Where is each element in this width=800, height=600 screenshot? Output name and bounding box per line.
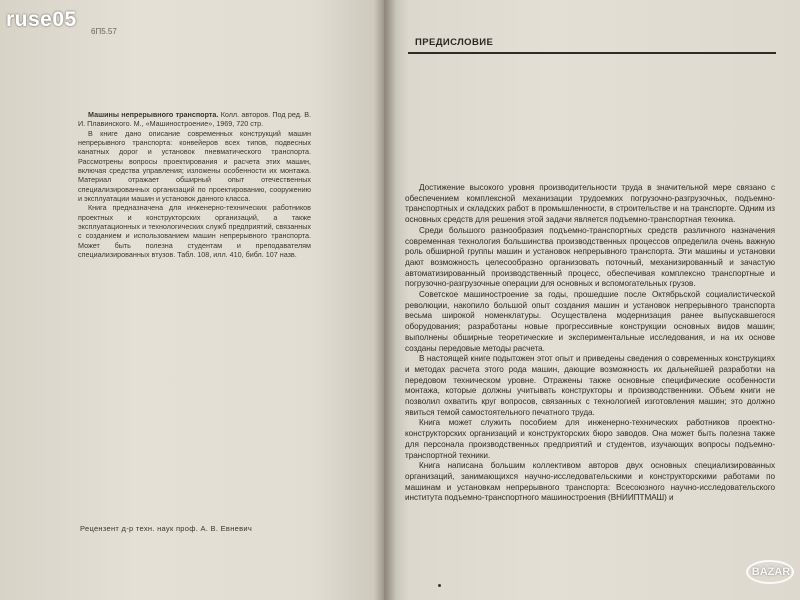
left-page	[0, 0, 390, 600]
watermark: ruse05	[6, 8, 77, 31]
abstract-paragraph: Книга предназначена для инженерно-технических работников проектных и конструкторских организаций, а также эксплуатационных и технологических служб предприятий, связанных с созданием и использованием машин непрерывного транспорта. Может быть полезна студентам и преподавателям специализированных втузов. Табл. 108, илл. 410, библ. 107 назв.	[78, 203, 311, 260]
preface-paragraph: Книга написана большим коллективом авторов двух основных специализированных организаций, занимающихся научно-исследовательскими и конструкторскими работами по машинам и установкам непрерывного транспорта: Всесоюзного научно-исследовательского института подъемно-транспортного машиностроения (ВНИИПТМАШ) и	[405, 461, 775, 503]
book-gutter	[374, 0, 396, 600]
bibliographic-info: Колл. авторов. Под ред. В. И. Плавинского. М., «Машиностроение», 1969, 720 стр.	[78, 110, 312, 129]
preface-paragraph: Советское машиностроение за годы, прошедшие после Октябрьской социалистической революции, накопило большой опыт создания машин и установок непрерывного транспорта весьма широкой номенклатуры. Осуществлена модернизация ранее выпускавшегося оборудования; разработаны новые прогрессивные конструкции основных видов машин; выполнены обширные теоретические и экспериментальные исследования, и на их основе созданы передовые методы расчета.	[405, 290, 775, 353]
abstract-paragraph: В книге дано описание современных конструкций машин непрерывного транспорта: конвейеров всех типов, подвесных канатных дорог и установок пневматического транспорта. Рассмотрены вопросы проектирования и расчета этих машин, включая средства управления; изложены особенности их монтажа. Материал отражает обширный опыт отечественных специализированных организаций по проектированию, сооружению и эксплуатации машин и установок данного класса.	[78, 128, 311, 204]
abstract-paragraph	[78, 110, 311, 129]
preface-paragraph: Достижение высокого уровня производительности труда в значительной мере связано с обеспечением комплексной механизации трудоемких погрузочно-разгрузочных, подъемно-транспортных и складских работ в промышленности, в строительстве и на транспорте. Одним из основных средств для решения этой задачи является подъемно-транспортная техника.	[405, 183, 775, 225]
preface-paragraph: В настоящей книге подытожен этот опыт и приведены сведения о современных конструкциях и методах расчета этого рода машин, дающие возможность их дальнейшей разработки на передовом техническом уровне. Отражены также основные специфические особенности монтажа, которые должны учитывать конструкторы и производственники. Объем книги не позволил охватить круг вопросов, связанных с технологией изготовления машин; это должно явиться темой самостоятельного печатного труда.	[405, 354, 775, 417]
section-heading: ПРЕДИСЛОВИЕ	[415, 37, 494, 48]
book-title: Машины непрерывного транспорта.	[88, 110, 219, 119]
reviewer-line: Рецензент д-р техн. наук проф. А. В. Евневич	[80, 524, 253, 533]
abstract-block	[78, 110, 311, 260]
preface-paragraph: Среди большого разнообразия подъемно-транспортных средств различного назначения современная технология большинства производственных процессов определила очень важную роль обширной группы машин и установок непрерывного транспорта. Эти машины и установки дают возможность целесообразно организовать поточный, механизированный и зачастую автоматизированный производственный процесс, обеспечивая комплексно транспортные и погрузочно-разгрузочные операции для основных и вспомогательных грузов.	[405, 225, 775, 289]
heading-rule	[408, 52, 776, 54]
preface-body	[405, 183, 775, 504]
classification-code: 6П5.57	[91, 27, 117, 36]
logo-text: BAZAR	[751, 566, 791, 578]
bazar-logo-watermark	[742, 558, 800, 600]
preface-paragraph: Книга может служить пособием для инженерно-технических работников проектно-конструкторских организаций и конструкторских бюро заводов. Она может быть полезна также для персонала производственных предприятий и студентов, изучающих вопросы подъемно-транспортной техники.	[405, 418, 775, 460]
ink-dot	[438, 584, 441, 587]
